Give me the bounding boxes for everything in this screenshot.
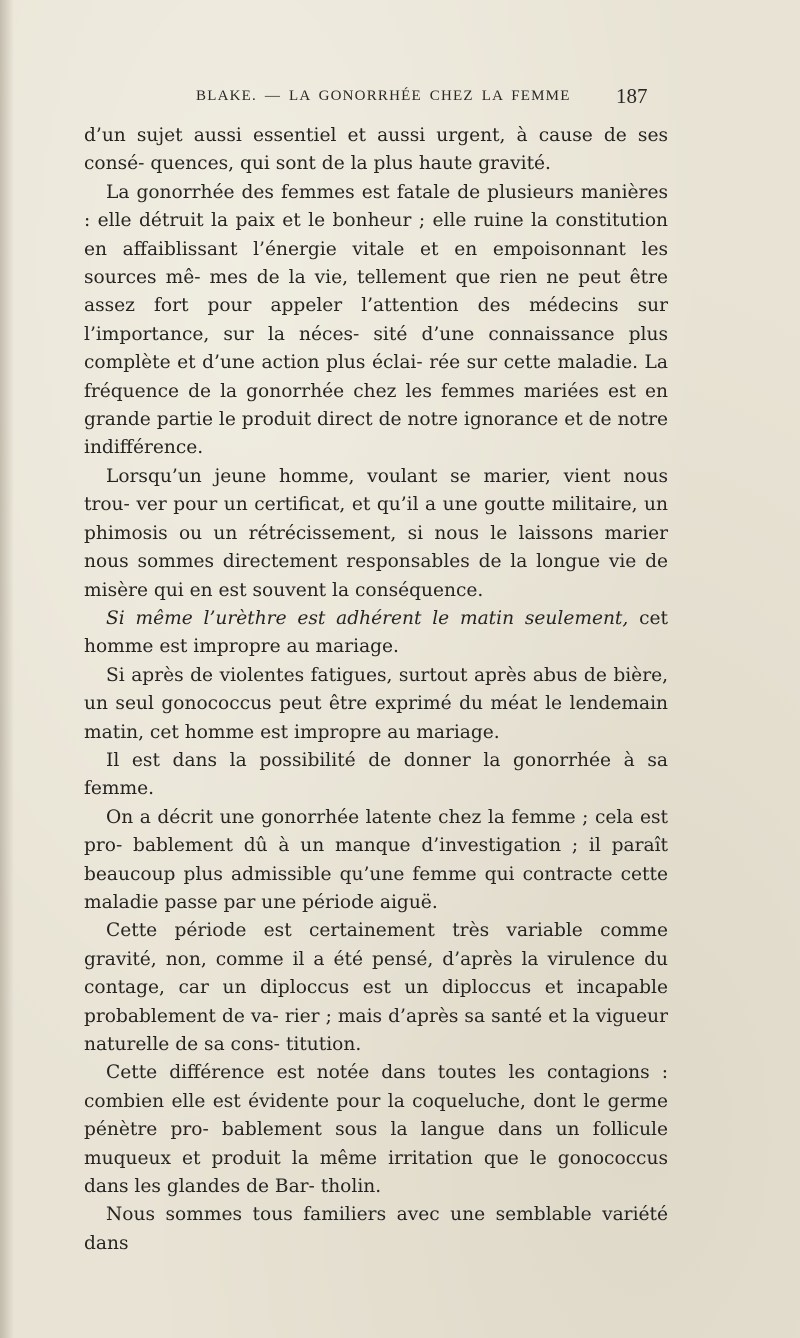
paragraph: Si après de violentes fatigues, surtout après abus de bière, un seul gonococcus peut être exprimé du méat le lendemain matin, cet homme est impropre au mariage. xyxy=(84,664,668,743)
page-number: 187 xyxy=(616,84,648,108)
paragraph: Cette différence est notée dans toutes les contagions : combien elle est évidente pour la coqueluche, dont le germe pénètre pro- bablement sous la langue dans un follicule muqueux et produit la même irritation que le gonococcus dans les glandes de Bar- tholin. xyxy=(84,1062,668,1198)
page-gutter-shadow xyxy=(0,0,14,1338)
paragraph-italic-lead xyxy=(84,605,668,662)
paragraph: Lorsqu’un jeune homme, voulant se marier, vient nous trou- ver pour un certificat, et qu’il a une goutte militaire, un phimosis ou un rétrécissement, si nous le laissons marier nous sommes directement responsables de la longue vie de misère qui en est souvent la conséquence. xyxy=(84,465,668,601)
paragraph: Cette période est certainement très variable comme gravité, non, comme il a été pensé, d’après la virulence du contage, car un diploccus est un diploccus et incapable probablement de va- rier ; mais d’après sa santé et la vigueur naturelle de sa cons- titution. xyxy=(84,920,668,1055)
paragraph: Il est dans la possibilité de donner la gonorrhée à sa femme. xyxy=(84,749,668,800)
paragraph: Nous sommes tous familiers avec une semblable variété dans xyxy=(84,1204,668,1254)
running-head: BLAKE. — LA GONORRHÉE CHEZ LA FEMME xyxy=(196,88,571,104)
page-header xyxy=(0,84,800,114)
paragraph: La gonorrhée des femmes est fatale de plusieurs manières : elle détruit la paix et le bonheur ; elle ruine la constitution en affaiblissant l’énergie vitale et en empoisonnant les sources mê- mes de la vie, tellement que rien ne peut être assez fort pour appeler l’attention des médecins sur l’importance, sur la néces- sité d’une connaissance plus complète et d’une action plus éclai- rée sur cette maladie. La fréquence de la gonorrhée chez les femmes mariées est en grande partie le produit direct de notre ignorance et de notre indifférence. xyxy=(84,181,668,459)
paragraph: On a décrit une gonorrhée latente chez la femme ; cela est pro- bablement dû à un manque d’investigation ; il paraît beaucoup plus admissible qu’une femme qui contracte cette maladie passe par une période aiguë. xyxy=(84,806,668,913)
body-text xyxy=(84,122,668,1258)
paragraph-rest: cet homme est impropre au mariage. xyxy=(84,607,668,658)
italic-phrase: Si même l’urèthre est adhérent le matin seulement, xyxy=(106,607,629,629)
paragraph: d’un sujet aussi essentiel et aussi urgent, à cause de ses consé- quences, qui sont de la plus haute gravité. xyxy=(84,125,668,175)
